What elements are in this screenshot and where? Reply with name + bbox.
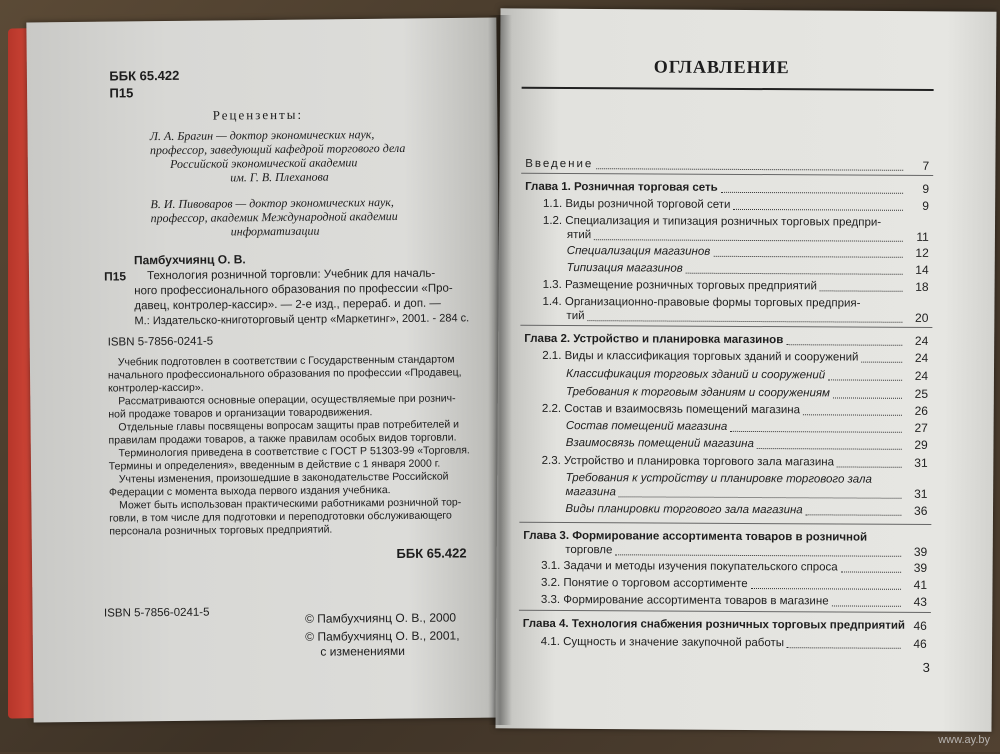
toc-entry: Виды планировки торгового зала магазина <box>565 503 803 517</box>
toc-leader-dots <box>805 514 901 516</box>
toc-entry: 3.3. Формирование ассортимента товаров в магазине <box>540 593 829 608</box>
toc-entry: Введение <box>525 157 594 171</box>
toc-leader-dots <box>837 466 902 467</box>
copyright-2001: © Памбухчиянц О. В., 2001, <box>305 628 460 644</box>
toc-divider <box>519 522 931 525</box>
toc-page-number: 12 <box>915 245 929 260</box>
annotation-line9: Термины и определения», введенным в действие с 1 января 2000 г. <box>108 457 441 473</box>
toc-leader-dots <box>615 554 901 556</box>
toc-divider <box>521 173 933 176</box>
isbn-bottom: ISBN 5-7856-0241-5 <box>103 606 210 620</box>
reviewer1-line4: им. Г. В. Плеханова <box>230 169 329 185</box>
annotation-line10: Учтены изменения, произошедшие в законодательстве Российской <box>118 470 449 486</box>
toc-divider <box>519 610 931 613</box>
toc-page-number: 39 <box>913 560 928 575</box>
toc-entry: Глава 2. Устройство и планировка магазинов <box>524 332 784 347</box>
toc-entry: 2.1. Виды и классификация торговых зданий и сооружений <box>542 349 859 364</box>
toc-page-number: 43 <box>913 594 927 609</box>
toc-divider <box>520 325 932 328</box>
annotation-line1: Учебник подготовлен в соответствии с Государственным стандартом <box>117 353 455 369</box>
toc-leader-dots <box>596 168 903 171</box>
bbk-bottom: ББК 65.422 <box>396 545 467 561</box>
toc-leader-dots <box>828 379 902 380</box>
toc-leader-dots <box>730 431 902 433</box>
toc-page-number: 36 <box>914 503 928 518</box>
isbn-mid: ISBN 5-7856-0241-5 <box>107 335 214 349</box>
toc-entry: 3.1. Задачи и методы изучения покупательского спроса <box>541 559 838 574</box>
reviewer2-line1: В. И. Пивоваров — доктор экономических наук, <box>150 194 394 212</box>
toc-page-number: 24 <box>914 333 929 348</box>
toc-page-number: 31 <box>914 486 928 501</box>
toc-title: ОГЛАВЛЕНИЕ <box>653 56 790 78</box>
toc-entry: Требования к устройству и планировке торгового зала <box>565 472 872 486</box>
toc-page-number: 46 <box>913 636 927 651</box>
toc-entry: Глава 4. Технология снабжения розничных торговых предприятий <box>522 617 906 632</box>
reviewer1-line2: профессор, заведующий кафедрой торгового дела <box>149 140 406 158</box>
toc-page-number: 7 <box>922 158 930 173</box>
biblio-line3: давец, контролер-кассир». — 2-е изд., перераб. и доп. — <box>134 297 441 313</box>
biblio-line4: М.: Издательско-книготорговый центр «Маркетинг», 2001. - 284 с. <box>134 312 470 328</box>
toc-page-number: 11 <box>916 229 929 244</box>
toc-entry: Взаимосвязь помещений магазина <box>565 437 754 451</box>
watermark-text: www.ay.by <box>938 734 990 746</box>
toc-leader-dots <box>787 647 901 649</box>
toc-leader-dots <box>686 273 903 275</box>
toc-leader-dots <box>841 571 901 572</box>
annotation-line12: Может быть использован практическими работниками розничной тор- <box>119 496 462 512</box>
toc-entry: магазина <box>565 486 616 499</box>
toc-page-number: 39 <box>913 544 928 559</box>
annotation-line4: Рассматриваются основные операции, осуществляемые при рознич- <box>118 392 456 408</box>
toc-page-number: 18 <box>915 279 929 294</box>
toc-entry: тий <box>566 310 585 323</box>
toc-leader-dots <box>861 362 902 363</box>
toc-page-number: 41 <box>913 577 928 592</box>
reviewer2-line3: информатизации <box>230 223 320 239</box>
toc-leader-dots <box>832 605 901 606</box>
toc-leader-dots <box>618 496 901 498</box>
toc-entry: 4.1. Сущность и значение закупочной работы <box>540 635 785 650</box>
toc-entry: Глава 1. Розничная торговая сеть <box>525 180 718 194</box>
toc-entry: Глава 3. Формирование ассортимента товаров в розничной <box>523 529 868 544</box>
toc-page-number: 9 <box>922 198 930 213</box>
toc-leader-dots <box>803 414 902 416</box>
toc-page-number: 25 <box>914 386 929 401</box>
toc-page-number: 29 <box>914 437 928 452</box>
toc-entry: 1.3. Размещение розничных торговых предприятий <box>542 278 817 293</box>
toc-leader-dots <box>714 256 903 258</box>
toc-entry: Типизация магазинов <box>566 262 683 275</box>
toc-leader-dots <box>733 209 903 211</box>
reviewer1-line3: Российской экономической академии <box>170 155 358 171</box>
toc-leader-dots <box>757 448 902 450</box>
annotation-line2: начального профессионального образования по профессии «Продавец, <box>107 366 462 382</box>
toc-entry: Требования к торговым зданиям и сооружениям <box>566 386 830 400</box>
annotation-line5: ной продаже товаров и организации товародвижения. <box>108 406 373 421</box>
toc-leader-dots <box>786 344 902 346</box>
toc-entry: 1.1. Виды розничной торговой сети <box>542 197 731 211</box>
toc-page-number: 27 <box>914 420 928 435</box>
page-number: 3 <box>922 659 930 675</box>
annotation-line11: Федерации с момента выхода первого издания учебника. <box>108 484 391 499</box>
annotation-line14: персонала розничных торговых предприятий. <box>109 523 333 538</box>
author-name: Памбухчиянц О. В. <box>133 252 246 268</box>
toc-page-number: 26 <box>914 403 928 418</box>
toc-leader-dots <box>833 397 902 398</box>
reviewers-title: Рецензенты: <box>212 106 304 123</box>
toc-leader-dots <box>587 320 902 323</box>
toc-entry: ятий <box>566 229 592 242</box>
toc-page-number: 20 <box>915 310 929 325</box>
toc-page-number: 46 <box>913 618 927 633</box>
annotation-line7: правилам продажи товаров, а также правилам особых видов торговли. <box>108 431 457 447</box>
reviewer2-line2: профессор, академик Международной академии <box>150 208 398 226</box>
toc-page-number: 9 <box>922 181 930 196</box>
reviewer1-line1: Л. А. Брагин — доктор экономических наук, <box>149 127 375 144</box>
toc-leader-dots <box>594 239 903 242</box>
toc-entry: 1.4. Организационно-правовые формы торговых предприя- <box>542 295 861 310</box>
toc-entry: 3.2. Понятие о торговом ассортименте <box>541 576 748 590</box>
toc-entry: 2.3. Устройство и планировка торгового зала магазина <box>541 454 835 469</box>
toc-leader-dots <box>721 192 903 194</box>
toc-page-number: 31 <box>914 455 928 470</box>
toc-entry: Классификация торговых зданий и сооружений <box>566 368 826 382</box>
annotation-line8: Терминология приведена в соответствие с ГОСТ Р 51303-99 «Торговля. <box>118 444 470 460</box>
code-top: П15 <box>109 85 134 101</box>
toc-entry: Состав помещений магазина <box>565 420 728 433</box>
biblio-line2: ного профессионального образования по профессии «Про- <box>134 282 453 298</box>
annotation-line3: контролер-кассир». <box>108 381 204 395</box>
toc-leader-dots <box>751 588 901 590</box>
biblio-line1: Технология розничной торговли: Учебник для началь- <box>147 267 436 283</box>
bbk-top: ББК 65.422 <box>109 67 180 84</box>
toc-leader-dots <box>820 290 903 291</box>
annotation-line13: говли, в том числе для подготовки и переподготовки обслуживающего <box>109 509 452 525</box>
copyright-2000: © Памбухчиянц О. В., 2000 <box>305 610 457 626</box>
toc-page-number: 24 <box>914 368 929 383</box>
toc-entry: 1.2. Специализация и типизация розничных торговых предпри- <box>542 214 882 229</box>
code-mid: П15 <box>104 269 127 284</box>
toc-entry: 2.2. Состав и взаимосвязь помещений магазина <box>541 402 801 417</box>
toc-entry: Специализация магазинов <box>566 245 711 258</box>
title-rule <box>522 87 934 91</box>
toc-page-number: 24 <box>914 350 929 365</box>
toc-entry: торговле <box>565 544 613 557</box>
toc-page-number: 14 <box>915 262 929 277</box>
copyright-changes: с изменениями <box>320 643 405 659</box>
annotation-line6: Отдельные главы посвящены вопросам защиты прав потребителей и <box>118 418 460 434</box>
